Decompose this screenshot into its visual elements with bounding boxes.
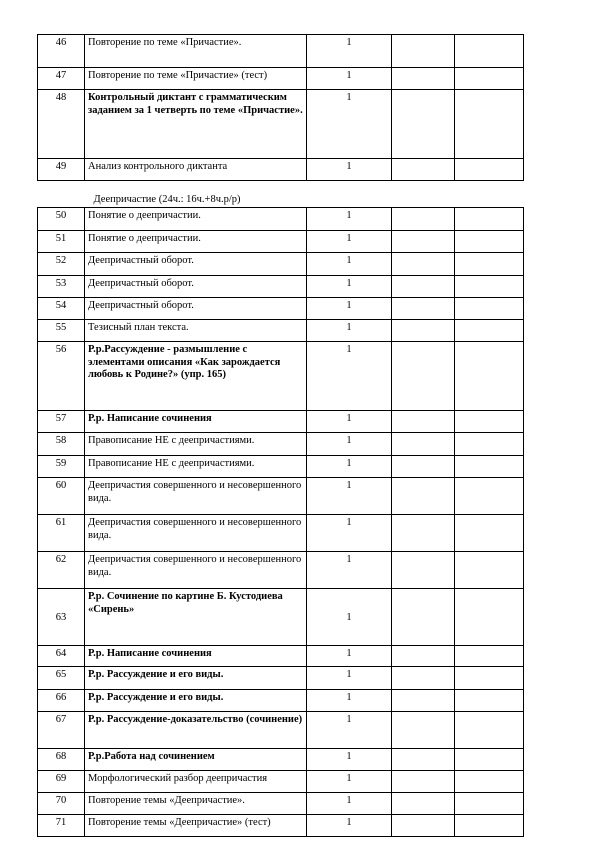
lesson-hours: 1 <box>307 298 392 320</box>
date-plan-cell <box>392 589 455 646</box>
section-header <box>38 181 524 208</box>
date-fact-cell <box>455 749 524 771</box>
date-fact-cell <box>455 667 524 690</box>
table-row <box>38 456 524 478</box>
date-plan-cell <box>392 253 455 276</box>
lesson-hours: 1 <box>307 712 392 749</box>
lesson-number: 54 <box>38 298 85 320</box>
lesson-number: 67 <box>38 712 85 749</box>
date-plan-cell <box>392 749 455 771</box>
lesson-number: 61 <box>38 515 85 552</box>
lesson-number: 53 <box>38 276 85 298</box>
lesson-number: 59 <box>38 456 85 478</box>
date-plan-cell <box>392 815 455 837</box>
table-row <box>38 298 524 320</box>
date-plan-cell <box>392 552 455 589</box>
lesson-number: 50 <box>38 208 85 231</box>
date-fact-cell <box>455 276 524 298</box>
lesson-hours: 1 <box>307 646 392 667</box>
table-row <box>38 690 524 712</box>
lesson-hours: 1 <box>307 749 392 771</box>
lesson-topic: Повторение по теме «Причастие» (тест) <box>85 68 307 90</box>
table-row <box>38 276 524 298</box>
lesson-number: 68 <box>38 749 85 771</box>
lesson-hours: 1 <box>307 478 392 515</box>
lesson-number: 62 <box>38 552 85 589</box>
lesson-hours: 1 <box>307 231 392 253</box>
table-row <box>38 342 524 411</box>
date-plan-cell <box>392 456 455 478</box>
lesson-topic: Тезисный план текста. <box>85 320 307 342</box>
lesson-number: 56 <box>38 342 85 411</box>
date-fact-cell <box>455 793 524 815</box>
lesson-hours: 1 <box>307 68 392 90</box>
lesson-hours: 1 <box>307 771 392 793</box>
date-plan-cell <box>392 159 455 181</box>
date-plan-cell <box>392 771 455 793</box>
date-plan-cell <box>392 793 455 815</box>
date-fact-cell <box>455 298 524 320</box>
lesson-number: 46 <box>38 35 85 68</box>
table-body-after <box>38 208 524 837</box>
lesson-hours: 1 <box>307 667 392 690</box>
lesson-hours: 1 <box>307 793 392 815</box>
lesson-topic: Повторение по теме «Причастие». <box>85 35 307 68</box>
date-plan-cell <box>392 276 455 298</box>
table-row <box>38 589 524 646</box>
table-row <box>38 320 524 342</box>
table-row <box>38 667 524 690</box>
lesson-topic: Деепричастия совершенного и несовершенного вида. <box>85 478 307 515</box>
lesson-hours: 1 <box>307 815 392 837</box>
date-fact-cell <box>455 320 524 342</box>
table-row <box>38 208 524 231</box>
lesson-hours: 1 <box>307 589 392 646</box>
lesson-number: 48 <box>38 90 85 159</box>
date-plan-cell <box>392 320 455 342</box>
lesson-hours: 1 <box>307 90 392 159</box>
date-plan-cell <box>392 68 455 90</box>
lesson-hours: 1 <box>307 433 392 456</box>
lesson-hours: 1 <box>307 320 392 342</box>
lesson-number: 63 <box>38 589 85 646</box>
date-fact-cell <box>455 35 524 68</box>
date-plan-cell <box>392 478 455 515</box>
lesson-topic: Понятие о деепричастии. <box>85 231 307 253</box>
lesson-number: 52 <box>38 253 85 276</box>
table-row <box>38 68 524 90</box>
date-fact-cell <box>455 646 524 667</box>
table-row <box>38 253 524 276</box>
table-row <box>38 159 524 181</box>
date-fact-cell <box>455 515 524 552</box>
lesson-topic: Деепричастия совершенного и несовершенного вида. <box>85 552 307 589</box>
lesson-topic: Правописание НЕ с деепричастиями. <box>85 456 307 478</box>
date-plan-cell <box>392 667 455 690</box>
lesson-topic: Р.р. Рассуждение и его виды. <box>85 690 307 712</box>
lesson-hours: 1 <box>307 159 392 181</box>
table-body-before <box>38 35 524 181</box>
lesson-topic: Р.р.Работа над сочинением <box>85 749 307 771</box>
lesson-number: 60 <box>38 478 85 515</box>
date-fact-cell <box>455 589 524 646</box>
lesson-topic: Деепричастный оборот. <box>85 298 307 320</box>
table-row <box>38 793 524 815</box>
section-heading: Деепричастие (24ч.: 16ч.+8ч.р/р) <box>38 181 524 208</box>
date-fact-cell <box>455 90 524 159</box>
lesson-topic: Деепричастный оборот. <box>85 276 307 298</box>
table-row <box>38 411 524 433</box>
date-plan-cell <box>392 411 455 433</box>
table-row <box>38 35 524 68</box>
date-fact-cell <box>455 411 524 433</box>
date-fact-cell <box>455 456 524 478</box>
lesson-number: 55 <box>38 320 85 342</box>
date-plan-cell <box>392 231 455 253</box>
lesson-topic: Повторение темы «Деепричастие». <box>85 793 307 815</box>
lesson-hours: 1 <box>307 411 392 433</box>
lesson-hours: 1 <box>307 276 392 298</box>
table-row <box>38 771 524 793</box>
table-row <box>38 815 524 837</box>
lesson-hours: 1 <box>307 342 392 411</box>
table-row <box>38 646 524 667</box>
date-fact-cell <box>455 478 524 515</box>
date-plan-cell <box>392 298 455 320</box>
lesson-topic: Р.р. Сочинение по картине Б. Кустодиева «Сирень» <box>85 589 307 646</box>
lesson-hours: 1 <box>307 253 392 276</box>
date-plan-cell <box>392 515 455 552</box>
lesson-hours: 1 <box>307 35 392 68</box>
table-row <box>38 515 524 552</box>
lesson-topic: Р.р. Написание сочинения <box>85 411 307 433</box>
section-row <box>38 181 524 208</box>
table-row <box>38 231 524 253</box>
date-fact-cell <box>455 433 524 456</box>
lesson-topic: Повторение темы «Деепричастие» (тест) <box>85 815 307 837</box>
date-plan-cell <box>392 690 455 712</box>
table-row <box>38 433 524 456</box>
date-fact-cell <box>455 208 524 231</box>
lesson-number: 66 <box>38 690 85 712</box>
lesson-hours: 1 <box>307 690 392 712</box>
date-plan-cell <box>392 35 455 68</box>
date-fact-cell <box>455 771 524 793</box>
lesson-hours: 1 <box>307 456 392 478</box>
lesson-topic: Правописание НЕ с деепричастиями. <box>85 433 307 456</box>
lesson-number: 51 <box>38 231 85 253</box>
date-plan-cell <box>392 342 455 411</box>
date-fact-cell <box>455 712 524 749</box>
date-fact-cell <box>455 68 524 90</box>
lesson-plan-table <box>37 34 524 837</box>
date-fact-cell <box>455 690 524 712</box>
lesson-number: 69 <box>38 771 85 793</box>
lesson-topic: Морфологический разбор деепричастия <box>85 771 307 793</box>
lesson-topic: Контрольный диктант с грамматическим заданием за 1 четверть по теме «Причастие». <box>85 90 307 159</box>
table-row <box>38 712 524 749</box>
table-row <box>38 478 524 515</box>
lesson-number: 64 <box>38 646 85 667</box>
date-fact-cell <box>455 231 524 253</box>
date-fact-cell <box>455 342 524 411</box>
lesson-topic: Деепричастия совершенного и несовершенного вида. <box>85 515 307 552</box>
lesson-topic: Анализ контрольного диктанта <box>85 159 307 181</box>
date-fact-cell <box>455 159 524 181</box>
lesson-topic: Понятие о деепричастии. <box>85 208 307 231</box>
date-fact-cell <box>455 815 524 837</box>
lesson-topic: Р.р. Написание сочинения <box>85 646 307 667</box>
table-row <box>38 749 524 771</box>
date-fact-cell <box>455 552 524 589</box>
lesson-hours: 1 <box>307 515 392 552</box>
lesson-number: 57 <box>38 411 85 433</box>
date-plan-cell <box>392 712 455 749</box>
date-plan-cell <box>392 90 455 159</box>
table-row <box>38 552 524 589</box>
lesson-number: 70 <box>38 793 85 815</box>
lesson-topic: Деепричастный оборот. <box>85 253 307 276</box>
table-row <box>38 90 524 159</box>
lesson-number: 71 <box>38 815 85 837</box>
date-plan-cell <box>392 208 455 231</box>
date-plan-cell <box>392 433 455 456</box>
lesson-number: 58 <box>38 433 85 456</box>
date-plan-cell <box>392 646 455 667</box>
lesson-number: 47 <box>38 68 85 90</box>
date-fact-cell <box>455 253 524 276</box>
lesson-number: 65 <box>38 667 85 690</box>
lesson-topic: Р.р. Рассуждение и его виды. <box>85 667 307 690</box>
lesson-topic: Р.р.Рассуждение - размышление с элементами описания «Как зарождается любовь к Родине?» (упр. 165) <box>85 342 307 411</box>
lesson-hours: 1 <box>307 208 392 231</box>
lesson-number: 49 <box>38 159 85 181</box>
lesson-topic: Р.р. Рассуждение-доказательство (сочинение) <box>85 712 307 749</box>
lesson-hours: 1 <box>307 552 392 589</box>
